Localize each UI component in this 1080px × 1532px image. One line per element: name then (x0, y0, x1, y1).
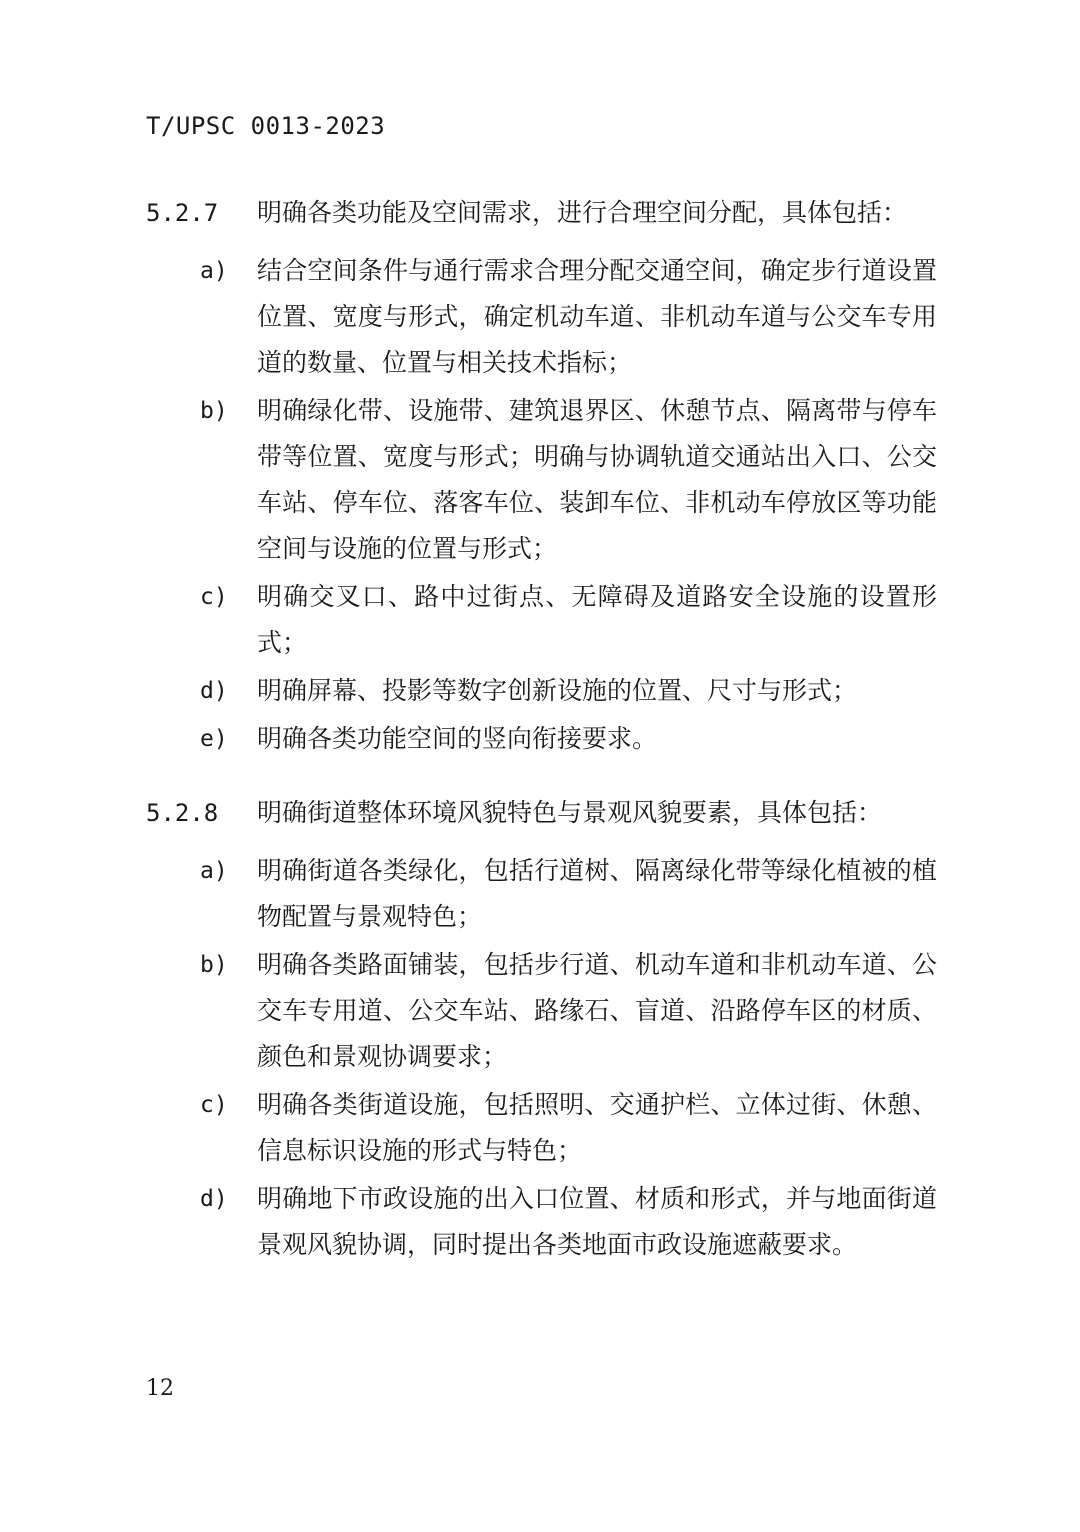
list-item (0, 668, 1080, 714)
clause-5-2-8 (0, 790, 1080, 1270)
clause-heading (0, 190, 1080, 236)
item-label: d) (200, 1186, 228, 1212)
item-label: e) (200, 726, 228, 752)
clause-items (0, 248, 1080, 762)
item-text: 明确交叉口、路中过街点、无障碍及道路安全设施的设置形式； (257, 582, 937, 657)
item-text: 明确各类功能空间的竖向衔接要求。 (257, 724, 658, 753)
item-label: a) (200, 858, 228, 884)
item-text: 明确街道各类绿化，包括行道树、隔离绿化带等绿化植被的植物配置与景观特色； (257, 856, 937, 931)
list-item (0, 848, 1080, 940)
item-text: 结合空间条件与通行需求合理分配交通空间，确定步行道设置位置、宽度与形式，确定机动车道、非机动车道与公交车专用道的数量、位置与相关技术指标； (257, 256, 937, 377)
item-text: 明确绿化带、设施带、建筑退界区、休憩节点、隔离带与停车带等位置、宽度与形式；明确与协调轨道交通站出入口、公交车站、停车位、落客车位、装卸车位、非机动车停放区等功能空间与设施的位置与形式； (257, 396, 937, 563)
clause-heading (0, 790, 1080, 836)
clause-number: 5.2.8 (146, 799, 219, 827)
list-item (0, 388, 1080, 572)
item-label: a) (200, 258, 228, 284)
list-item (0, 942, 1080, 1080)
item-label: c) (200, 584, 228, 610)
item-label: b) (200, 952, 228, 978)
item-text: 明确各类街道设施，包括照明、交通护栏、立体过街、休憩、信息标识设施的形式与特色； (257, 1090, 937, 1165)
item-label: d) (200, 678, 228, 704)
list-item (0, 716, 1080, 762)
clause-title: 明确街道整体环境风貌特色与景观风貌要素，具体包括： (257, 798, 883, 827)
list-item (0, 1082, 1080, 1174)
item-text: 明确屏幕、投影等数字创新设施的位置、尺寸与形式； (257, 676, 858, 705)
clause-title: 明确各类功能及空间需求，进行合理空间分配，具体包括： (257, 198, 908, 227)
document-code: T/UPSC 0013-2023 (146, 112, 386, 140)
clause-5-2-7 (0, 190, 1080, 764)
list-item (0, 248, 1080, 386)
item-label: b) (200, 398, 228, 424)
page-number: 12 (146, 1376, 174, 1401)
item-text: 明确各类路面铺装，包括步行道、机动车道和非机动车道、公交车专用道、公交车站、路缘石、盲道、沿路停车区的材质、颜色和景观协调要求； (257, 950, 937, 1071)
clause-items (0, 848, 1080, 1268)
item-text: 明确地下市政设施的出入口位置、材质和形式，并与地面街道景观风貌协调，同时提出各类地面市政设施遮蔽要求。 (257, 1184, 937, 1259)
clause-number: 5.2.7 (146, 199, 219, 227)
list-item (0, 574, 1080, 666)
list-item (0, 1176, 1080, 1268)
item-label: c) (200, 1092, 228, 1118)
